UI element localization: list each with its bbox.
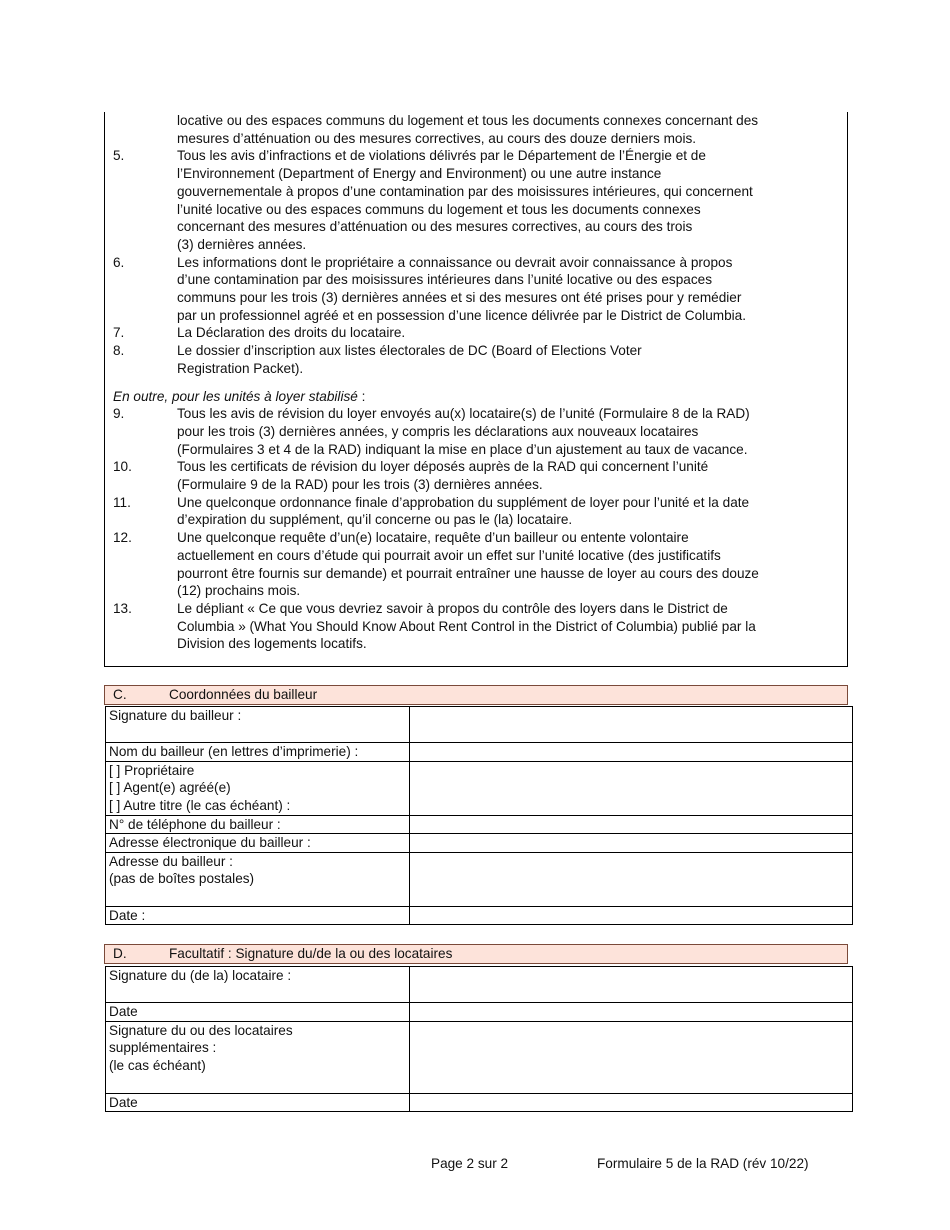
- text-line: Adresse du bailleur :: [109, 853, 233, 869]
- text-line: Le dépliant « Ce que vous devriez savoir à propos du contrôle des loyers dans le District de: [177, 600, 728, 616]
- text-line: l’Environnement (Department of Energy and Environment) ou une autre instance: [177, 166, 662, 182]
- list-item: [113, 405, 841, 458]
- text-line: [ ] Autre titre (le cas échéant) :: [109, 797, 291, 813]
- list-item: [113, 147, 841, 253]
- text-line: d’une contamination par des moisissures intérieures dans l’unité locative ou des espaces: [177, 272, 712, 288]
- table-row: [106, 967, 853, 1003]
- text-line: par un professionnel agréé et en possession d’une licence délivrée par le District de Columbia.: [177, 307, 746, 323]
- field-label: [106, 1021, 410, 1093]
- field-label: [106, 834, 410, 853]
- text-line: actuellement en cours d’étude qui pourrait avoir un effet sur l’unité locative (des justificatifs: [177, 547, 721, 563]
- text-line: pourront être fournis sur demande) et pourrait entraîner une hausse de loyer au cours des douze: [177, 565, 759, 581]
- text-line: Une quelconque requête d’un(e) locataire, requête d’un bailleur ou entente volontaire: [177, 530, 689, 546]
- section-c-title: Coordonnées du bailleur: [169, 687, 318, 702]
- list-item-number: 8.: [113, 343, 125, 359]
- field-value[interactable]: [410, 707, 853, 743]
- list-item-number: 7.: [113, 325, 125, 341]
- table-row: [106, 1003, 853, 1022]
- page-number: Page 2 sur 2: [431, 1156, 509, 1171]
- text-line: (Formulaire 9 de la RAD) pour les trois (3) dernières années.: [177, 477, 543, 493]
- text-line: [ ] Agent(e) agréé(e): [109, 780, 231, 795]
- field-value[interactable]: [410, 906, 853, 925]
- text-line: (3) dernières années.: [177, 236, 307, 252]
- text-line: d’expiration du supplément, qu’il concerne ou pas le (la) locataire.: [177, 512, 573, 528]
- text-line: locative ou des espaces communs du logement et tous les documents connexes concernant des: [177, 113, 759, 128]
- landlord-info-table: [105, 706, 853, 925]
- rent-stabilized-intro: En outre, pour les unités à loyer stabilisé :: [113, 388, 366, 404]
- list-item-number: 6.: [113, 254, 125, 270]
- list-item-number: 13.: [113, 600, 132, 616]
- field-label: [106, 707, 410, 743]
- list-item-number: 9.: [113, 406, 125, 422]
- text-line: concernant des mesures d’atténuation ou des mesures correctives, au cours des trois: [177, 219, 693, 235]
- text-line: [ ] Propriétaire: [109, 762, 195, 778]
- text-line: N° de téléphone du bailleur :: [109, 816, 281, 832]
- table-row: [106, 707, 853, 743]
- list-item: [113, 600, 841, 653]
- text-line: Tous les avis de révision du loyer envoyés au(x) locataire(s) de l’unité (Formulaire 8 de la RAD): [177, 406, 750, 422]
- text-line: Les informations dont le propriétaire a connaissance ou devrait avoir connaissance à propos: [177, 254, 733, 270]
- text-line: Columbia » (What You Should Know About Rent Control in the District of Columbia) publié par la: [177, 618, 756, 634]
- list-item-number: 10.: [113, 459, 132, 475]
- text-line: Registration Packet).: [177, 360, 304, 376]
- table-row: [106, 1021, 853, 1093]
- table-row: [106, 743, 853, 762]
- list-item: [113, 324, 841, 342]
- text-line: Signature du bailleur :: [109, 708, 242, 723]
- field-label: [106, 743, 410, 762]
- field-label: [106, 815, 410, 834]
- field-value[interactable]: [410, 1093, 853, 1112]
- table-row: [106, 906, 853, 925]
- text-line: (12) prochains mois.: [177, 583, 301, 599]
- field-value[interactable]: [410, 815, 853, 834]
- section-c-header: [104, 685, 848, 705]
- tenant-signature-table: [105, 966, 853, 1112]
- text-line: communs pour les trois (3) dernières années et si des mesures ont été prises pour y remédier: [177, 290, 742, 306]
- text-line: Nom du bailleur (en lettres d’imprimerie) :: [109, 744, 359, 759]
- list-item-number: 12.: [113, 530, 132, 546]
- field-value[interactable]: [410, 834, 853, 853]
- text-line: supplémentaires :: [109, 1040, 217, 1055]
- field-value[interactable]: [410, 1021, 853, 1093]
- section-d-letter: D.: [113, 946, 127, 961]
- text-line: Tous les certificats de révision du loyer déposés auprès de la RAD qui concernent l’unité: [177, 459, 709, 475]
- table-row: [106, 852, 853, 906]
- section-d-title: Facultatif : Signature du/de la ou des locataires: [169, 946, 453, 961]
- section-c-letter: C.: [113, 687, 127, 702]
- section-d-header: [104, 944, 848, 964]
- field-value[interactable]: [410, 1003, 853, 1022]
- text-line: Le dossier d’inscription aux listes électorales de DC (Board of Elections Voter: [177, 343, 642, 359]
- list-item-number: 11.: [113, 494, 131, 510]
- text-line: Signature du ou des locataires: [109, 1022, 293, 1038]
- field-label: [106, 1003, 410, 1022]
- text-line: mesures d’atténuation ou des mesures correctives, au cours des douze derniers mois.: [177, 130, 697, 146]
- table-row: [106, 815, 853, 834]
- field-value[interactable]: [410, 761, 853, 815]
- text-line: (Formulaires 3 et 4 de la RAD) indiquant la mise en place d’un ajustement au taux de vacance.: [177, 441, 748, 457]
- field-label: [106, 1093, 410, 1112]
- list-item: [113, 458, 841, 493]
- continuation-text: [177, 112, 841, 147]
- rent-stabilized-list: [105, 405, 847, 653]
- text-line: pour les trois (3) dernières années, y compris les déclarations aux nouveaux locataires: [177, 423, 699, 439]
- list-item: [113, 254, 841, 325]
- document-list-block: [104, 112, 848, 667]
- field-value[interactable]: [410, 967, 853, 1003]
- field-value[interactable]: [410, 852, 853, 906]
- text-line: La Déclaration des droits du locataire.: [177, 325, 406, 341]
- field-value[interactable]: [410, 743, 853, 762]
- text-line: Tous les avis d’infractions et de violations délivrés par le Département de l’Énergie et de: [177, 148, 706, 164]
- document-list: [105, 147, 847, 377]
- field-label: [106, 852, 410, 906]
- list-item: [113, 494, 841, 529]
- list-item: [113, 529, 841, 600]
- field-label: [106, 906, 410, 925]
- table-row: [106, 834, 853, 853]
- text-line: Date :: [109, 907, 146, 923]
- field-label: [106, 761, 410, 815]
- text-line: (pas de boîtes postales): [109, 871, 255, 886]
- table-row: [106, 761, 853, 815]
- form-id: Formulaire 5 de la RAD (rév 10/22): [597, 1156, 809, 1171]
- list-item-number: 5.: [113, 148, 125, 164]
- text-line: Adresse électronique du bailleur :: [109, 835, 311, 850]
- text-line: gouvernementale à propos d’une contamination par des moisissures intérieures, qui concernent: [177, 183, 753, 199]
- text-line: Date: [109, 1094, 138, 1110]
- text-line: Division des logements locatifs.: [177, 636, 367, 652]
- text-line: Une quelconque ordonnance finale d’approbation du supplément de loyer pour l’unité et la date: [177, 494, 750, 510]
- text-line: (le cas échéant): [109, 1057, 206, 1073]
- field-label: [106, 967, 410, 1003]
- text-line: Date: [109, 1004, 138, 1019]
- text-line: l’unité locative ou des espaces communs du logement et tous les documents connexes: [177, 201, 701, 217]
- list-item: [113, 342, 841, 377]
- table-row: [106, 1093, 853, 1112]
- text-line: Signature du (de la) locataire :: [109, 968, 292, 983]
